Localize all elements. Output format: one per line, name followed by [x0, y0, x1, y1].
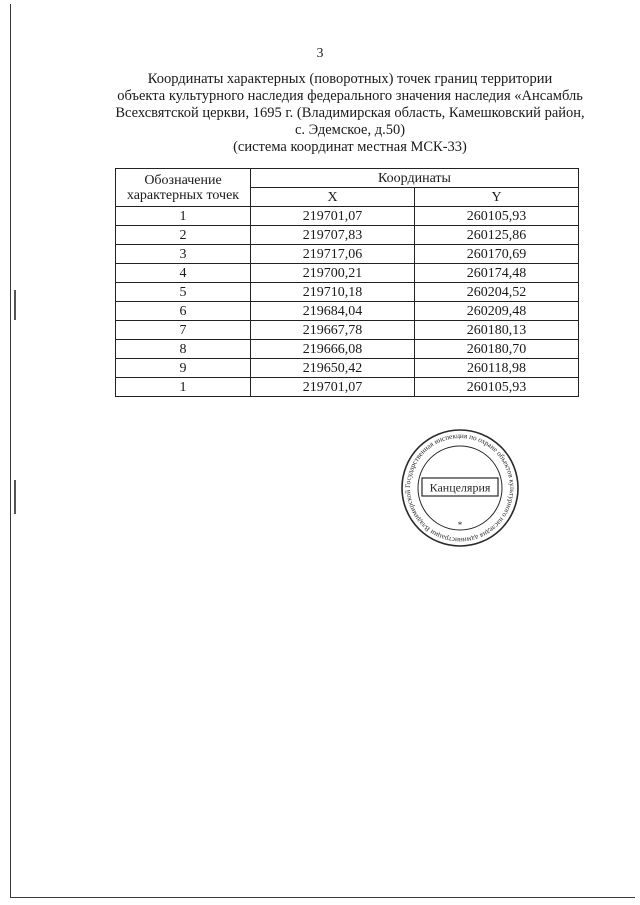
- x-coordinate-cell: 219701,07: [251, 378, 415, 397]
- point-cell: 9: [116, 359, 251, 378]
- designation-header-line: Обозначение: [144, 173, 222, 188]
- stamp-star: *: [457, 520, 463, 530]
- coordinates-body: [116, 207, 579, 397]
- document-title: [100, 71, 600, 156]
- table-row: [116, 340, 579, 359]
- y-coordinate-cell: 260125,86: [415, 226, 579, 245]
- point-cell: 1: [116, 207, 251, 226]
- table-row: [116, 378, 579, 397]
- table-row: [116, 283, 579, 302]
- stamp-ring-text: Государственная инспекция по охране объектов культурного наследия администрации Владимирской: [403, 431, 517, 545]
- margin-mark: [14, 290, 16, 320]
- title-line: Всехсвятской церкви, 1695 г. (Владимирская область, Камешковский район,: [115, 105, 585, 121]
- coordinates-header: Координаты: [251, 169, 579, 188]
- table-row: [116, 245, 579, 264]
- stamp-center-text: Канцелярия: [429, 480, 491, 495]
- point-cell: 3: [116, 245, 251, 264]
- x-coordinate-cell: 219707,83: [251, 226, 415, 245]
- x-coordinate-cell: 219717,06: [251, 245, 415, 264]
- x-coordinate-cell: 219700,21: [251, 264, 415, 283]
- x-coordinate-cell: 219650,42: [251, 359, 415, 378]
- designation-header: [116, 169, 251, 207]
- y-coordinate-cell: 260209,48: [415, 302, 579, 321]
- y-coordinate-cell: 260204,52: [415, 283, 579, 302]
- title-line: (система координат местная МСК-33): [233, 139, 467, 155]
- y-coordinate-cell: 260180,13: [415, 321, 579, 340]
- coordinates-table: [115, 168, 579, 397]
- y-coordinate-cell: 260105,93: [415, 378, 579, 397]
- y-coordinate-cell: 260180,70: [415, 340, 579, 359]
- x-coordinate-cell: 219666,08: [251, 340, 415, 359]
- x-coordinate-cell: 219710,18: [251, 283, 415, 302]
- table-row: [116, 321, 579, 340]
- point-cell: 5: [116, 283, 251, 302]
- designation-header-line: характерных точек: [126, 188, 240, 203]
- table-row: [116, 207, 579, 226]
- title-line: с. Эдемское, д.50): [294, 122, 406, 138]
- table-row: [116, 359, 579, 378]
- point-cell: 8: [116, 340, 251, 359]
- y-coordinate-cell: 260105,93: [415, 207, 579, 226]
- point-cell: 2: [116, 226, 251, 245]
- margin-mark: [14, 480, 16, 514]
- table-row: [116, 226, 579, 245]
- title-line: объекта культурного наследия федерального значения наследия «Ансамбль: [117, 88, 583, 104]
- x-coordinate-cell: 219684,04: [251, 302, 415, 321]
- x-coordinate-cell: 219667,78: [251, 321, 415, 340]
- point-cell: 7: [116, 321, 251, 340]
- x-header: X: [251, 188, 415, 207]
- point-cell: 1: [116, 378, 251, 397]
- y-header: Y: [415, 188, 579, 207]
- point-cell: 6: [116, 302, 251, 321]
- page-number: 3: [316, 46, 324, 61]
- table-row: [116, 264, 579, 283]
- point-cell: 4: [116, 264, 251, 283]
- title-line: Координаты характерных (поворотных) точек границ территории: [147, 71, 553, 87]
- x-coordinate-cell: 219701,07: [251, 207, 415, 226]
- office-stamp: [400, 428, 520, 548]
- y-coordinate-cell: 260118,98: [415, 359, 579, 378]
- y-coordinate-cell: 260174,48: [415, 264, 579, 283]
- y-coordinate-cell: 260170,69: [415, 245, 579, 264]
- table-row: [116, 302, 579, 321]
